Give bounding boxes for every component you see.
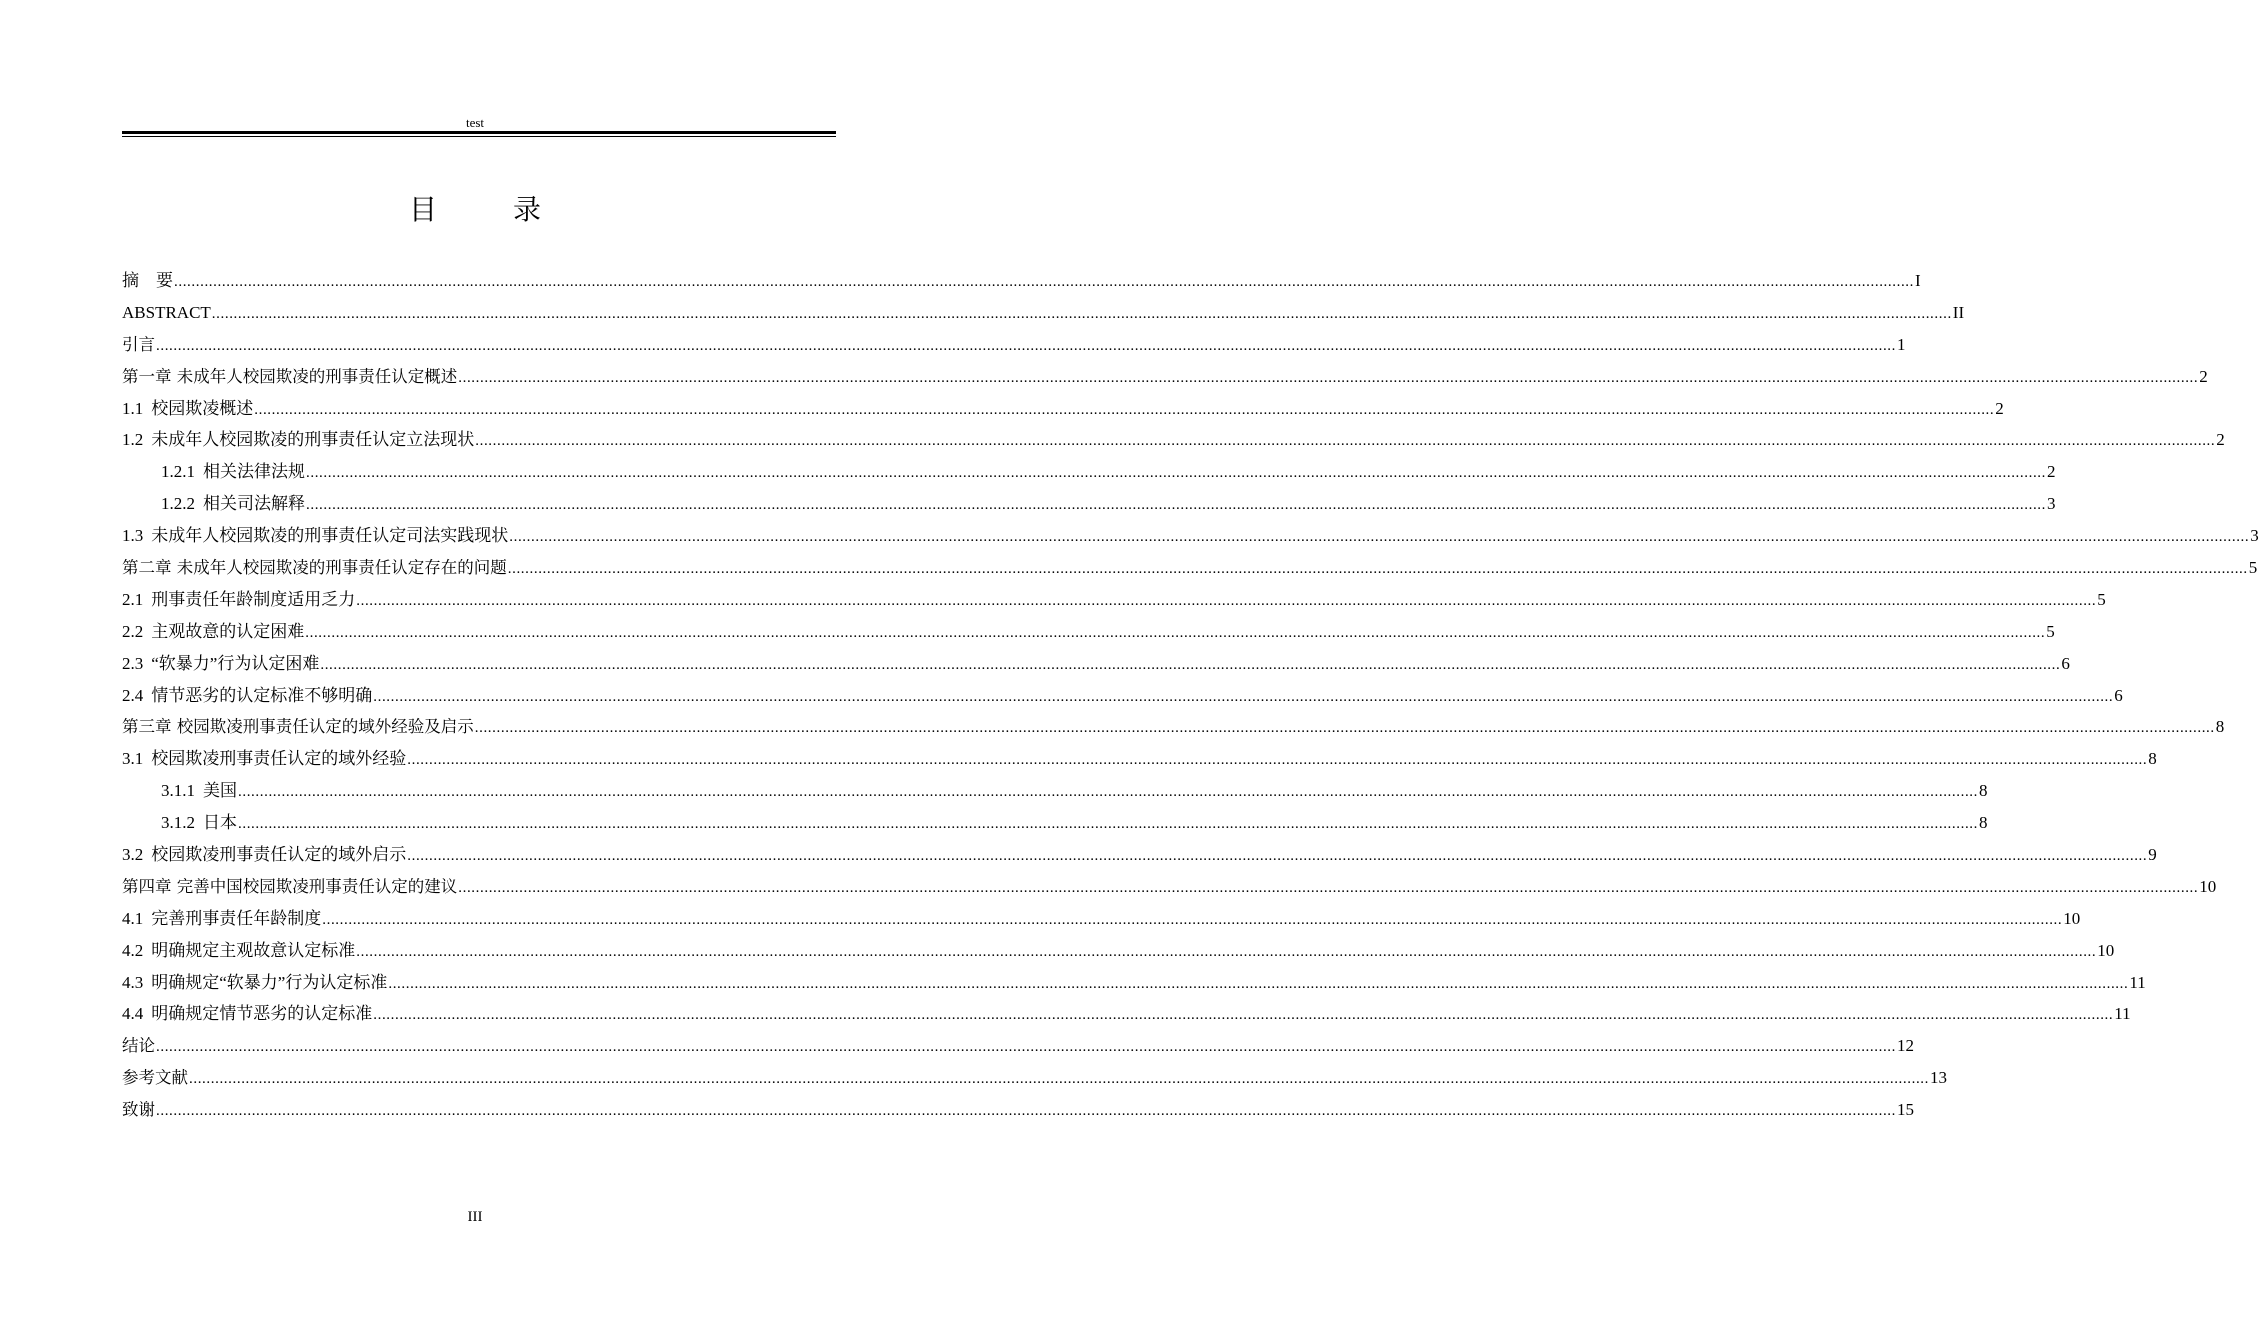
toc-leader-dots: ................................................................................................................................................................................................................................................................................................................................................................................................................ (474, 720, 2215, 737)
toc-entry-page: 1 (1897, 334, 1906, 354)
toc-entry[interactable] (122, 743, 2157, 775)
toc-leader-dots: ................................................................................................................................................................................................................................................................................................................................................................................................................ (509, 529, 2250, 546)
toc-entry-number: 3.1.1 (161, 781, 195, 801)
toc-leader-dots: ................................................................................................................................................................................................................................................................................................................................................................................................................ (254, 401, 1995, 418)
toc-entry-page: 6 (2114, 685, 2123, 705)
toc-leader-dots: ................................................................................................................................................................................................................................................................................................................................................................................................................ (458, 879, 2199, 896)
toc-entry-page: 5 (2046, 621, 2055, 641)
toc-entry[interactable] (122, 297, 1965, 329)
toc-entry-number: 1.1 (122, 398, 144, 418)
toc-entry[interactable] (122, 584, 2106, 616)
toc-entry-title: 日本 (203, 813, 237, 833)
toc-entry[interactable] (122, 903, 2081, 935)
toc-entry-title: 第一章 未成年人校园欺凌的刑事责任认定概述 (122, 366, 458, 386)
header-rule-thin (122, 136, 836, 137)
toc-entry[interactable] (122, 265, 1921, 297)
toc-entry-page: 8 (1979, 813, 1988, 833)
toc-entry-number: 4.4 (122, 1004, 144, 1024)
toc-entry-page: 5 (2248, 558, 2258, 578)
toc-entry[interactable] (122, 520, 2259, 552)
toc-entry-title: 结论 (122, 1036, 155, 1056)
toc-leader-dots: ................................................................................................................................................................................................................................................................................................................................................................................................................ (305, 624, 2046, 641)
toc-entry-page: 10 (2063, 908, 2081, 928)
toc-entry[interactable] (122, 648, 2070, 680)
header-rule-thick (122, 131, 836, 134)
toc-entry-title: ABSTRACT (122, 302, 211, 322)
toc-title: 目 录 (408, 193, 565, 226)
toc-entry-title: 相关法律法规 (203, 462, 305, 482)
toc-entry-page: 13 (1930, 1068, 1947, 1088)
toc-entry-number: 1.2 (122, 430, 144, 450)
toc-entry[interactable] (122, 616, 2055, 648)
toc-entry-title: 情节恶劣的认定标准不够明确 (151, 685, 373, 705)
toc-leader-dots: ................................................................................................................................................................................................................................................................................................................................................................................................................ (306, 465, 2046, 482)
table-of-contents (122, 265, 2259, 1126)
toc-entry-title: 参考文献 (122, 1068, 188, 1088)
toc-entry[interactable] (122, 552, 2258, 584)
toc-entry-page: 12 (1897, 1036, 1914, 1056)
toc-leader-dots: ................................................................................................................................................................................................................................................................................................................................................................................................................ (320, 656, 2061, 673)
toc-entry-page: 2 (2199, 366, 2208, 386)
toc-entry-page: 2 (2216, 430, 2225, 450)
toc-entry[interactable] (122, 361, 2208, 393)
toc-entry-page: 2 (2047, 462, 2056, 482)
toc-entry-page: 15 (1897, 1100, 1914, 1120)
toc-entry-number: 4.1 (122, 908, 144, 928)
toc-entry[interactable] (122, 393, 2004, 425)
toc-leader-dots: ................................................................................................................................................................................................................................................................................................................................................................................................................ (306, 497, 2046, 514)
toc-leader-dots: ................................................................................................................................................................................................................................................................................................................................................................................................................ (388, 975, 2129, 992)
toc-leader-dots: ................................................................................................................................................................................................................................................................................................................................................................................................................ (373, 1007, 2114, 1024)
toc-entry-title: 摘 要 (122, 271, 173, 290)
toc-leader-dots: ................................................................................................................................................................................................................................................................................................................................................................................................................ (156, 337, 1896, 354)
page-header: test (465, 115, 485, 130)
toc-entry[interactable] (122, 839, 2157, 871)
toc-entry[interactable] (122, 329, 1906, 361)
toc-entry-page: 3 (2047, 494, 2056, 514)
toc-leader-dots: ................................................................................................................................................................................................................................................................................................................................................................................................................ (356, 943, 2097, 960)
toc-leader-dots: ................................................................................................................................................................................................................................................................................................................................................................................................................ (211, 305, 1952, 322)
toc-entry-title: 第二章 未成年人校园欺凌的刑事责任认定存在的问题 (122, 558, 507, 578)
toc-entry-title: 明确规定“软暴力”行为认定标准 (151, 972, 388, 992)
toc-leader-dots: ................................................................................................................................................................................................................................................................................................................................................................................................................ (156, 1039, 1896, 1056)
toc-entry[interactable] (122, 935, 2115, 967)
toc-entry-title: “软暴力”行为认定困难 (151, 653, 320, 673)
toc-entry-page: 5 (2097, 589, 2106, 609)
toc-entry[interactable] (122, 998, 2131, 1030)
toc-entry-page: 8 (2148, 749, 2157, 769)
toc-entry-page: I (1915, 271, 1921, 290)
toc-entry-title: 致谢 (122, 1100, 155, 1120)
toc-entry-number: 1.3 (122, 526, 144, 546)
toc-entry-number: 2.2 (122, 621, 144, 641)
toc-leader-dots: ................................................................................................................................................................................................................................................................................................................................................................................................................ (238, 784, 1978, 801)
toc-entry-title: 刑事责任年龄制度适用乏力 (151, 589, 356, 609)
toc-entry-page: 11 (2114, 1004, 2131, 1024)
page-number: III (467, 1209, 483, 1225)
toc-entry-title: 明确规定情节恶劣的认定标准 (151, 1004, 373, 1024)
toc-entry-title: 校园欺凌刑事责任认定的域外经验 (151, 749, 407, 769)
toc-entry[interactable] (122, 1030, 1914, 1062)
toc-entry-page: 6 (2061, 653, 2070, 673)
toc-entry[interactable] (122, 1062, 1947, 1094)
toc-entry-title: 未成年人校园欺凌的刑事责任认定司法实践现状 (151, 526, 509, 546)
toc-entry-number: 4.2 (122, 940, 144, 960)
toc-leader-dots: ................................................................................................................................................................................................................................................................................................................................................................................................................ (174, 274, 1914, 290)
toc-entry-title: 主观故意的认定困难 (151, 621, 305, 641)
toc-entry-page: 10 (2097, 940, 2115, 960)
toc-entry-title: 第三章 校园欺凌刑事责任认定的域外经验及启示 (122, 717, 474, 737)
toc-entry-page: 3 (2250, 526, 2259, 546)
toc-entry-number: 3.1.2 (161, 813, 195, 833)
toc-entry-title: 明确规定主观故意认定标准 (151, 940, 356, 960)
toc-entry-page: 2 (1995, 398, 2004, 418)
toc-entry-title: 完善刑事责任年龄制度 (151, 908, 322, 928)
toc-leader-dots: ................................................................................................................................................................................................................................................................................................................................................................................................................ (407, 848, 2148, 865)
toc-entry-number: 4.3 (122, 972, 144, 992)
toc-entry[interactable] (122, 424, 2225, 456)
toc-entry-page: 8 (1979, 781, 1988, 801)
toc-entry[interactable] (122, 775, 1988, 807)
toc-entry-title: 相关司法解释 (203, 494, 305, 514)
toc-leader-dots: ................................................................................................................................................................................................................................................................................................................................................................................................................ (507, 561, 2248, 578)
toc-entry-page: 10 (2199, 876, 2217, 896)
toc-entry-number: 3.1 (122, 749, 144, 769)
toc-leader-dots: ................................................................................................................................................................................................................................................................................................................................................................................................................ (407, 752, 2148, 769)
toc-entry-page: 9 (2148, 845, 2157, 865)
toc-leader-dots: ................................................................................................................................................................................................................................................................................................................................................................................................................ (475, 433, 2216, 450)
toc-entry[interactable] (122, 967, 2146, 999)
toc-entry-page: 8 (2215, 717, 2225, 737)
toc-leader-dots: ................................................................................................................................................................................................................................................................................................................................................................................................................ (458, 369, 2199, 386)
toc-entry[interactable] (122, 871, 2217, 903)
toc-entry[interactable] (122, 711, 2225, 743)
toc-leader-dots: ................................................................................................................................................................................................................................................................................................................................................................................................................ (356, 592, 2097, 609)
toc-entry-title: 美国 (203, 781, 237, 801)
toc-entry-number: 1.2.2 (161, 494, 195, 514)
toc-entry-title: 校园欺凌刑事责任认定的域外启示 (151, 845, 407, 865)
toc-entry-title: 第四章 完善中国校园欺凌刑事责任认定的建议 (122, 876, 458, 896)
toc-entry[interactable] (122, 488, 2056, 520)
toc-entry-title: 引言 (122, 334, 155, 354)
toc-leader-dots: ................................................................................................................................................................................................................................................................................................................................................................................................................ (156, 1103, 1896, 1120)
toc-leader-dots: ................................................................................................................................................................................................................................................................................................................................................................................................................ (322, 911, 2063, 928)
toc-entry-title: 校园欺凌概述 (151, 398, 254, 418)
toc-entry-page: II (1952, 302, 1965, 322)
toc-entry-number: 2.1 (122, 589, 144, 609)
toc-entry-number: 2.4 (122, 685, 144, 705)
toc-entry-number: 2.3 (122, 653, 144, 673)
toc-entry-number: 1.2.1 (161, 462, 195, 482)
toc-leader-dots: ................................................................................................................................................................................................................................................................................................................................................................................................................ (189, 1071, 1929, 1088)
toc-leader-dots: ................................................................................................................................................................................................................................................................................................................................................................................................................ (373, 688, 2114, 705)
toc-leader-dots: ................................................................................................................................................................................................................................................................................................................................................................................................................ (238, 816, 1978, 833)
toc-entry[interactable] (122, 680, 2123, 712)
toc-entry[interactable] (122, 807, 1988, 839)
toc-entry[interactable] (122, 1094, 1914, 1126)
toc-entry[interactable] (122, 456, 2056, 488)
toc-entry-page: 11 (2129, 972, 2146, 992)
toc-entry-number: 3.2 (122, 845, 144, 865)
toc-entry-title: 未成年人校园欺凌的刑事责任认定立法现状 (151, 430, 475, 450)
